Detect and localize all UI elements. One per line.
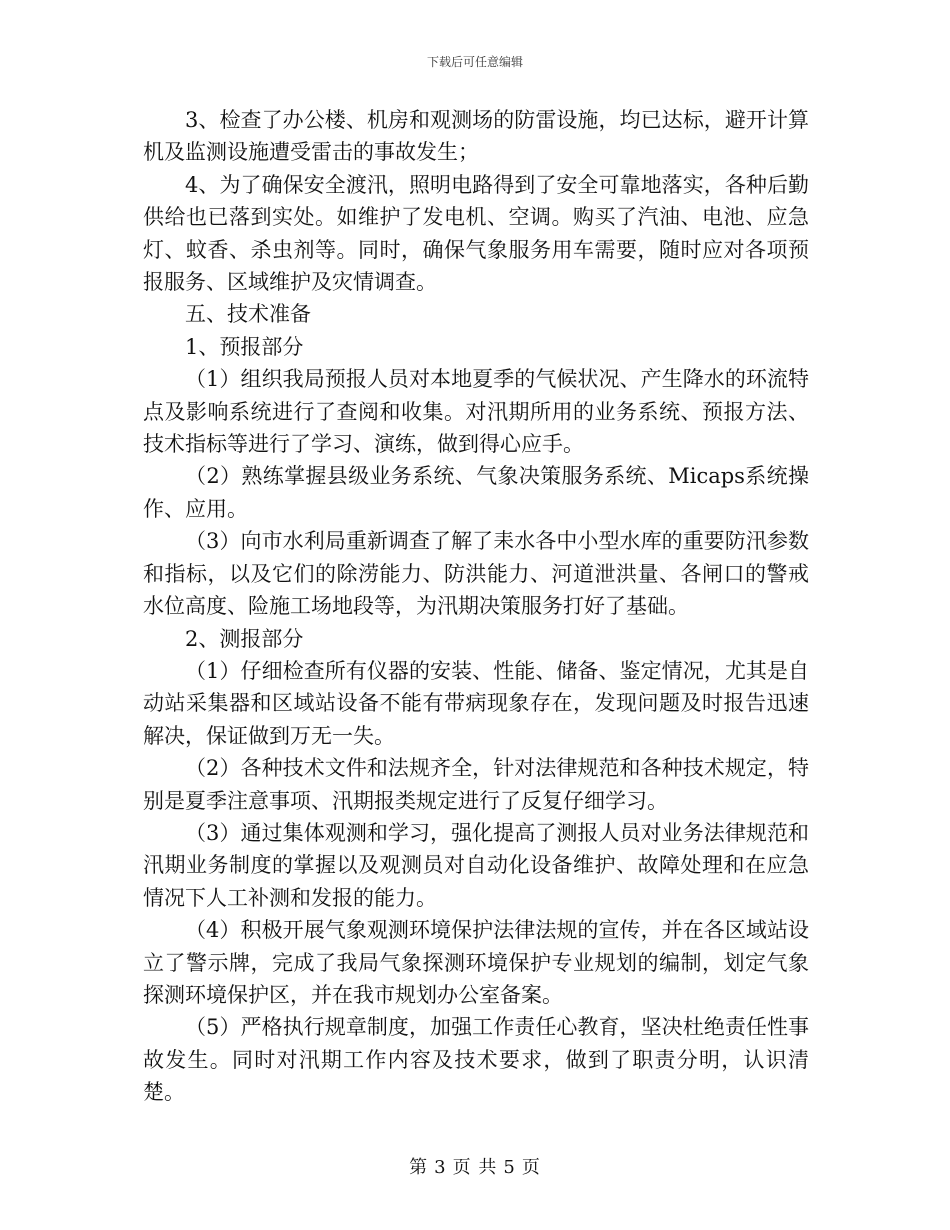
document-body bbox=[143, 104, 809, 1109]
paragraph-observation-1: （1）仔细检查所有仪器的安装、性能、储备、鉴定情况，尤其是自动站采集器和区域站设备不能有带病现象存在，发现问题及时报告迅速解决，保证做到万无一失。 bbox=[143, 658, 809, 748]
page-current-number: 3 bbox=[434, 1157, 447, 1178]
page-label-prefix: 第 bbox=[409, 1157, 429, 1178]
paragraph-observation-3: （3）通过集体观测和学习，强化提高了测报人员对业务法律规范和汛期业务制度的掌握以及观测员对自动化设备维护、故障处理和在应急情况下人工补测和发报的能力。 bbox=[143, 820, 809, 910]
page-footer bbox=[0, 1153, 950, 1179]
paragraph-forecast-2: （2）熟练掌握县级业务系统、气象决策服务系统、Micaps系统操作、应用。 bbox=[143, 464, 809, 521]
page-label-middle: 页 共 bbox=[452, 1157, 498, 1178]
section-heading-technical-preparation: 五、技术准备 bbox=[185, 302, 311, 327]
paragraph-lightning-protection: 3、检查了办公楼、机房和观测场的防雷设施，均已达标，避开计算机及监测设施遭受雷击的事故发生； bbox=[143, 108, 809, 165]
paragraph-observation-2: （2）各种技术文件和法规齐全，针对法律规范和各种技术规定，特别是夏季注意事项、汛期报类规定进行了反复仔细学习。 bbox=[143, 756, 809, 813]
page-total-number: 5 bbox=[503, 1157, 516, 1178]
subsection-heading-forecast: 1、预报部分 bbox=[185, 334, 304, 359]
paragraph-observation-4: （4）积极开展气象观测环境保护法律法规的宣传，并在各区域站设立了警示牌，完成了我局气象探测环境保护专业规划的编制，划定气象探测环境保护区，并在我市规划办公室备案。 bbox=[143, 918, 809, 1007]
paragraph-forecast-1: （1）组织我局预报人员对本地夏季的气候状况、产生降水的环流特点及影响系统进行了查阅和收集。对汛期所用的业务系统、预报方法、技术指标等进行了学习、演练，做到得心应手。 bbox=[143, 367, 809, 457]
page-label-suffix: 页 bbox=[521, 1157, 541, 1178]
paragraph-logistics: 4、为了确保安全渡汛，照明电路得到了安全可靠地落实，各种后勤供给也已落到实处。如维护了发电机、空调。购买了汽油、电池、应急灯、蚊香、杀虫剂等。同时，确保气象服务用车需要，随时应对各项预报服务、区域维护及灾情调查。 bbox=[143, 172, 809, 295]
subsection-heading-observation: 2、测报部分 bbox=[185, 626, 304, 651]
paragraph-forecast-3: （3）向市水利局重新调查了解了耒水各中小型水库的重要防汛参数和指标，以及它们的除涝能力、防洪能力、河道泄洪量、各闸口的警戒水位高度、险施工场地段等，为汛期决策服务打好了基础。 bbox=[143, 529, 809, 619]
paragraph-observation-5: （5）严格执行规章制度，加强工作责任心教育，坚决杜绝责任性事故发生。同时对汛期工作内容及技术要求，做到了职责分明，认识清楚。 bbox=[143, 1015, 809, 1105]
page-header: 下载后可任意编辑 bbox=[426, 55, 523, 69]
